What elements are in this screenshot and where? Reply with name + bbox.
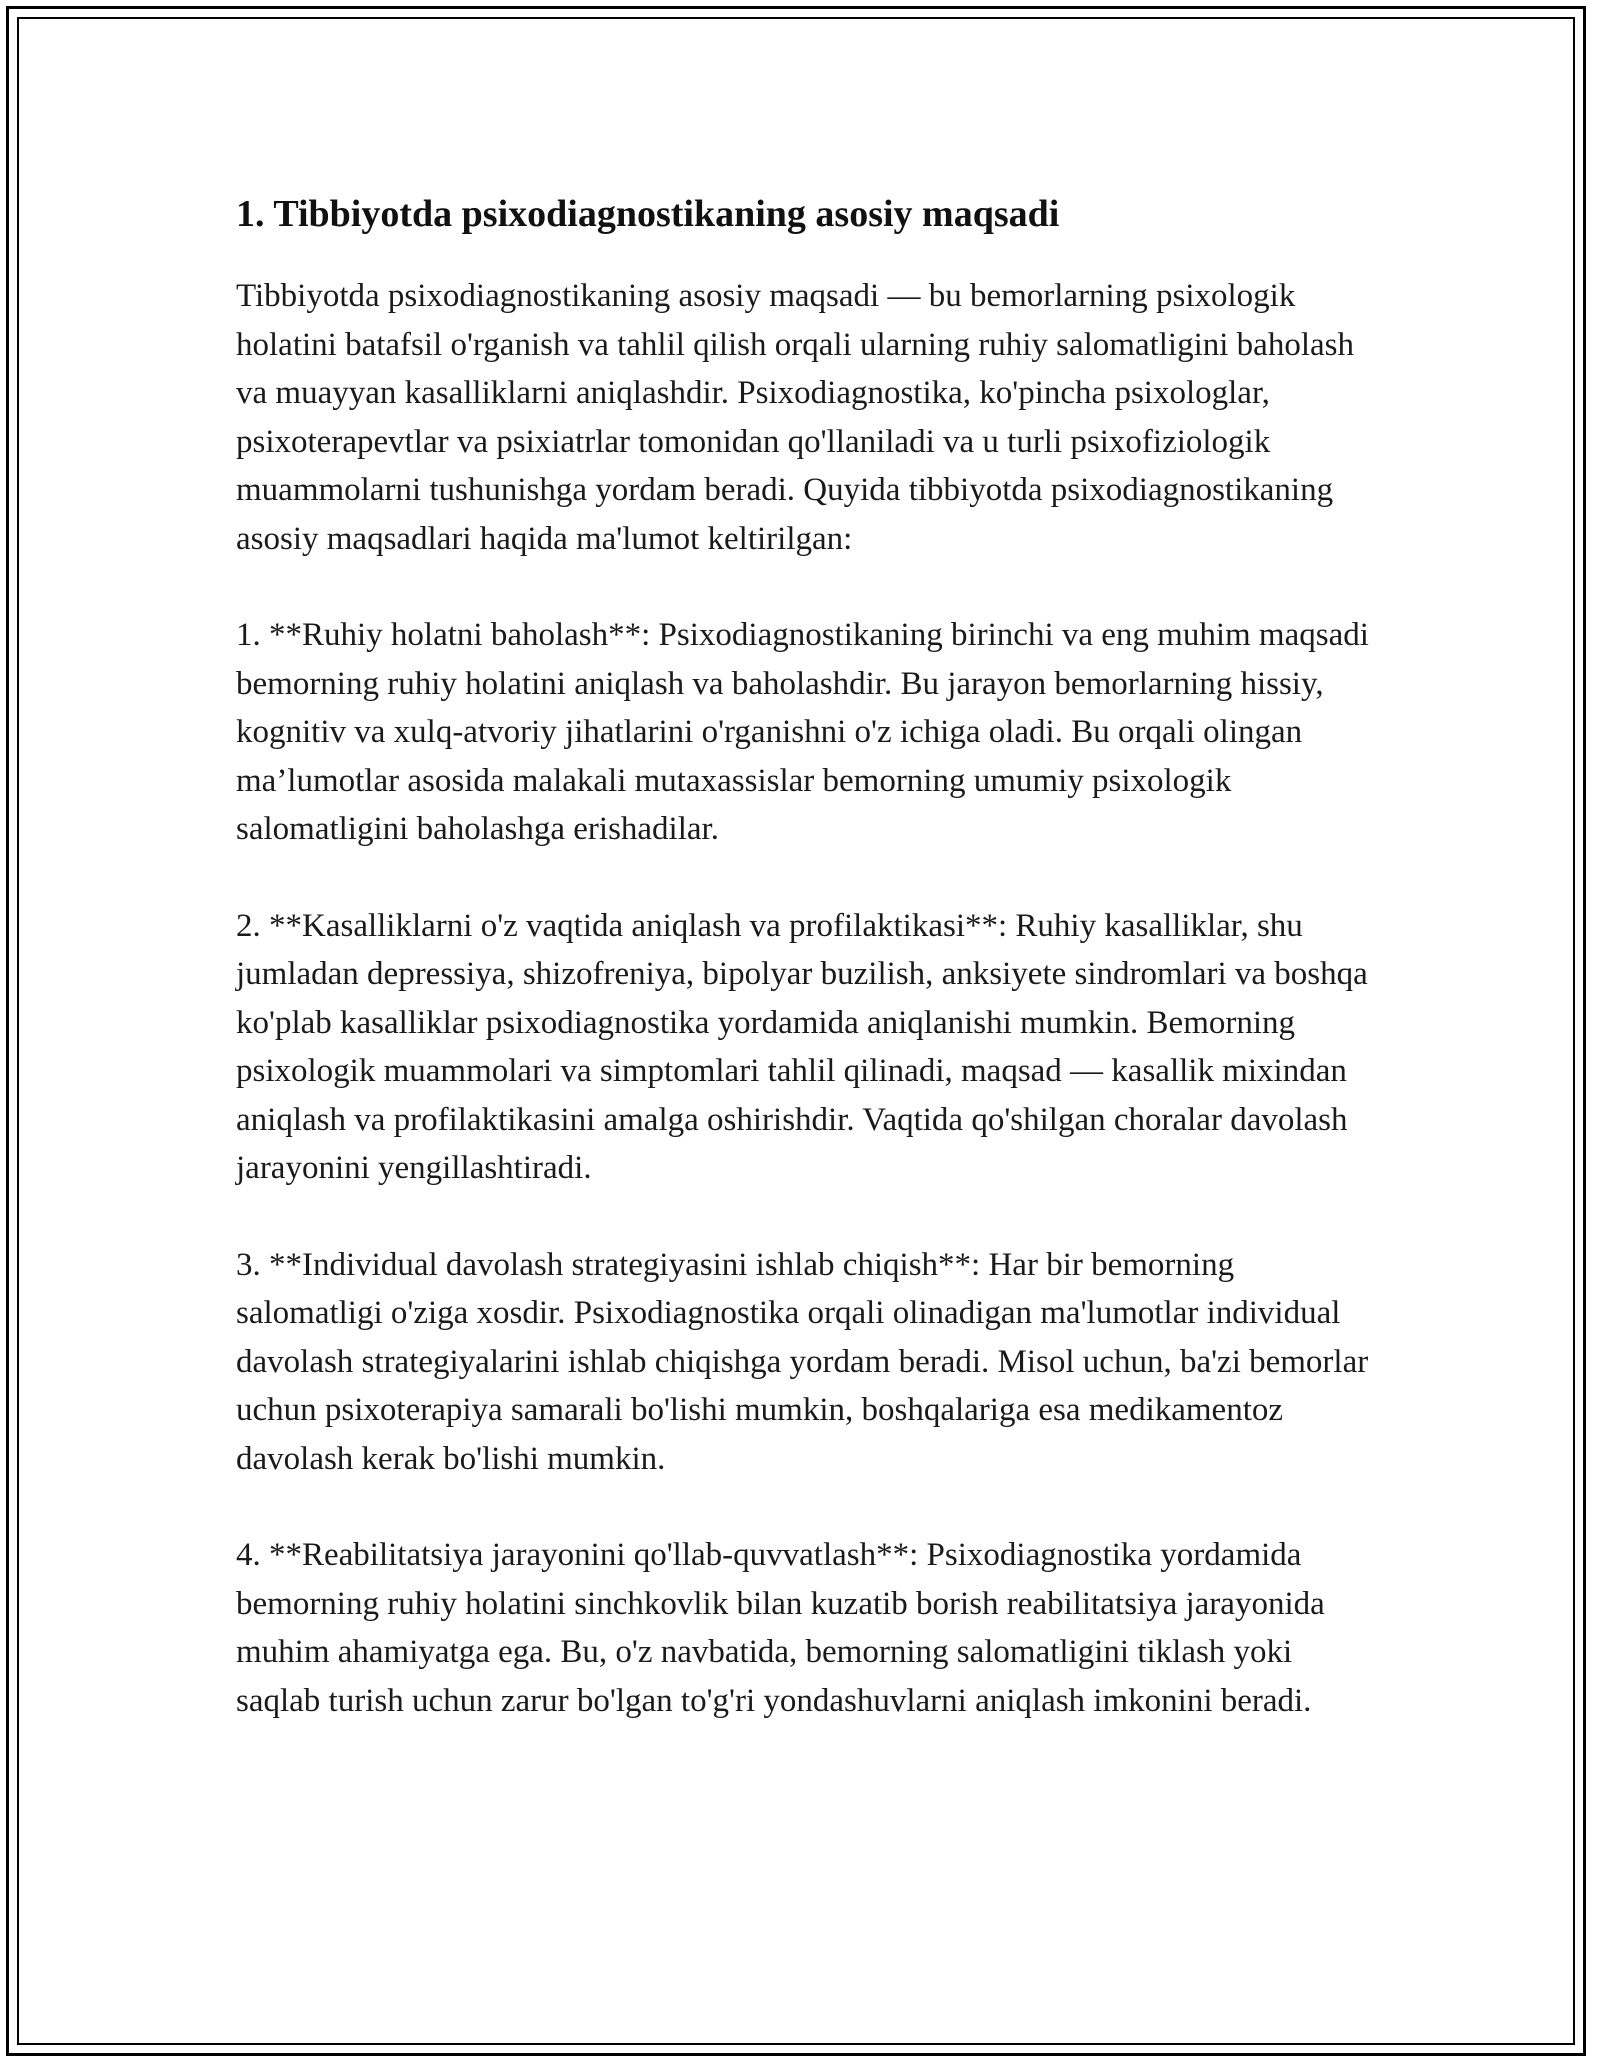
section-title: 1. Tibbiyotda psixodiagnostikaning asosiy maqsadi: [236, 193, 1060, 235]
point-1-paragraph: 1. **Ruhiy holatni baholash**: Psixodiagnostikaning birinchi va eng muhim maqsadi bemorning ruhiy holatini aniqlash va baholashdir. Bu jarayon bemorlarning hissiy, kognitiv va xulq-atvoriy jihatlarini o'rganishni o'z ichiga oladi. Bu orqali olingan ma’lumotlar asosida malakali mutaxassislar bemorning umumiy psixologik salomatligini baholashga erishadilar.: [236, 617, 1369, 847]
point-3-paragraph: 3. **Individual davolash strategiyasini ishlab chiqish**: Har bir bemorning salomatligi o'ziga xosdir. Psixodiagnostika orqali olinadigan ma'lumotlar individual davolash strategiyalarini ishlab chiqishga yordam beradi. Misol uchun, ba'zi bemorlar uchun psixoterapiya samarali bo'lishi mumkin, boshqalariga esa medikamentoz davolash kerak bo'lishi mumkin.: [236, 1246, 1369, 1477]
intro-paragraph: Tibbiyotda psixodiagnostikaning asosiy maqsadi — bu bemorlarning psixologik holatini batafsil o'rganish va tahlil qilish orqali ularning ruhiy salomatligini baholash va muayyan kasalliklarni aniqlashdir. Psixodiagnostika, ko'pincha psixologlar, psixoterapevtlar va psixiatrlar tomonidan qo'llaniladi va u turli psixofiziologik muammolarni tushunishga yordam beradi. Quyida tibbiyotda psixodiagnostikaning asosiy maqsadlari haqida ma'lumot keltirilgan:: [236, 278, 1354, 557]
point-2-paragraph: 2. **Kasalliklarni o'z vaqtida aniqlash va profilaktikasi**: Ruhiy kasalliklar, shu jumladan depressiya, shizofreniya, bipolyar buzilish, anksiyete sindromlari va boshqa ko'plab kasalliklar psixodiagnostika yordamida aniqlanishi mumkin. Bemorning psixologik muammolari va simptomlari tahlil qilinadi, maqsad — kasallik mixindan aniqlash va profilaktikasini amalga oshirishdir. Vaqtida qo'shilgan choralar davolash jarayonini yengillashtiradi.: [236, 907, 1368, 1186]
point-4-paragraph: 4. **Reabilitatsiya jarayonini qo'llab-quvvatlash**: Psixodiagnostika yordamida bemorning ruhiy holatini sinchkovlik bilan kuzatib borish reabilitatsiya jarayonida muhim ahamiyatga ega. Bu, o'z navbatida, bemorning salomatligini tiklash yoki saqlab turish uchun zarur bo'lgan to'g'ri yondashuvlarni aniqlash imkonini beradi.: [236, 1537, 1325, 1719]
document-body: [236, 188, 1376, 1773]
